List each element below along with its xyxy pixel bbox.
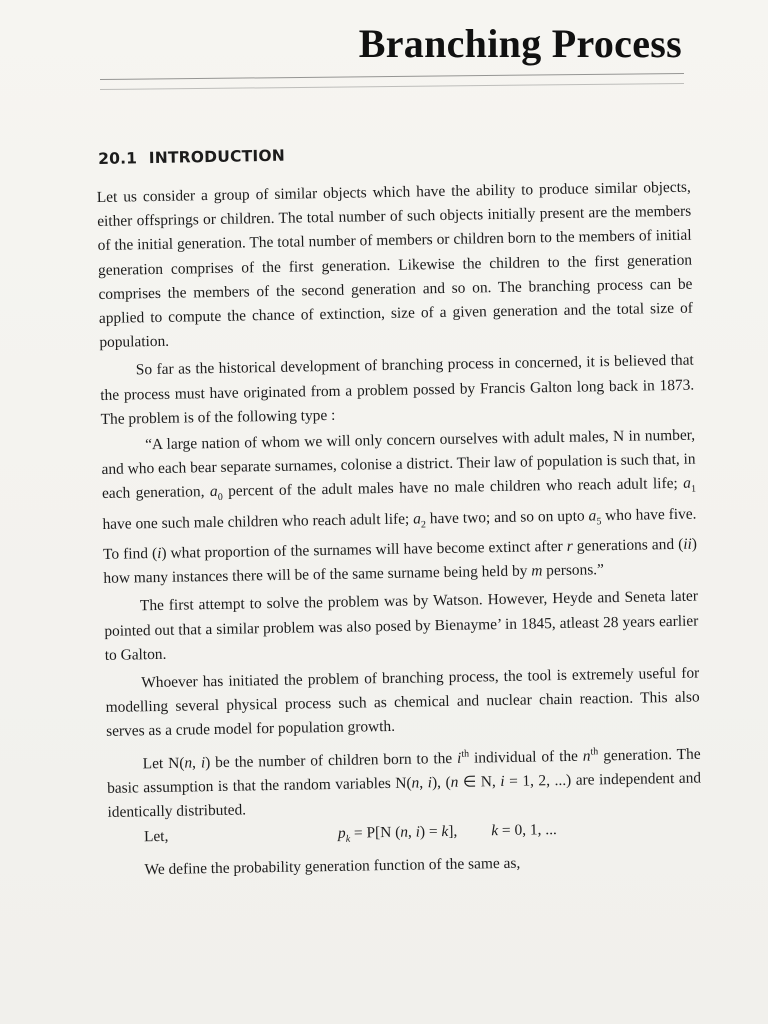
- paragraph-pgf-definition: We define the probability generation function of the same as,: [144, 855, 521, 879]
- math-subscript: 1: [690, 484, 697, 496]
- paragraph-history: So far as the historical development of branching process in concerned, it is believed that the process must have originated from a problem possed by Francis Galton long back in 1873. The problem is of the following type :: [100, 352, 695, 428]
- section-title: INTRODUCTION: [148, 146, 286, 168]
- math-r: r: [566, 537, 573, 555]
- quote-text: ) how many instances there will be of the same surname being held by: [103, 535, 698, 588]
- math-i: i: [427, 774, 433, 792]
- math-i: i: [500, 772, 505, 790]
- text: ) be the number of children born to the: [204, 749, 458, 771]
- math-k: k: [441, 823, 449, 841]
- math-n: n: [400, 824, 409, 842]
- section-number: 20.1: [97, 149, 138, 168]
- math-roman-i: i: [156, 544, 162, 562]
- math-a: a: [683, 475, 692, 493]
- math-a: a: [209, 483, 218, 501]
- text: ), (: [431, 773, 451, 792]
- text: ,: [419, 774, 428, 792]
- math-n: n: [411, 774, 420, 792]
- paragraph-applications: Whoever has initiated the problem of branching process, the tool is extremely useful for modelling several physical process such as chemical and nuclear chain reaction. This also serves as a crude model for population growth.: [105, 664, 700, 741]
- text: Let N(: [142, 754, 185, 773]
- math-p: p: [337, 825, 346, 843]
- math-roman-ii: ii: [683, 535, 692, 553]
- quote-text: percent of the adult males have no male children who reach adult life;: [222, 475, 684, 501]
- title-rule: [100, 73, 684, 80]
- quote-text: who have five. To find (: [102, 505, 697, 563]
- text: ,: [191, 754, 202, 772]
- quote-text: persons.”: [542, 561, 605, 580]
- math-m: m: [531, 562, 543, 580]
- math-a: a: [588, 507, 597, 525]
- paragraph-intro: Let us consider a group of similar objects which have the ability to produce similar objects, either offsprings or children. The total number of such objects initially present are the members of the initial generation. The total number of members or children born to the members of initial generation comprises of the first generation. Likewise the children to the first generation comprises the members of the second generation and so on. The branching process can be applied to compute the chance of extinction, size of a given generation and the total size of population.: [96, 178, 693, 352]
- math-a: a: [413, 510, 422, 528]
- math-k: k: [491, 822, 499, 840]
- math-subscript: 0: [217, 492, 223, 504]
- math-n: n: [450, 773, 459, 791]
- math-subscript: 5: [596, 516, 602, 528]
- pk-formula: [338, 823, 458, 845]
- text: ∈ N,: [458, 772, 501, 791]
- superscript-th: th: [461, 748, 470, 760]
- superscript-th: th: [590, 745, 599, 758]
- paragraph-galton-quote: [101, 424, 698, 592]
- formula-text: ,: [407, 823, 416, 842]
- math-subscript-k: k: [345, 834, 351, 846]
- math-i: i: [415, 823, 421, 841]
- quote-text: have one such male children who reach adult life;: [102, 510, 414, 533]
- math-i: i: [200, 753, 206, 772]
- let-word: Let,: [143, 828, 169, 846]
- quote-text: generations and (: [572, 535, 684, 555]
- title-rule-secondary: [100, 83, 684, 90]
- formula-text: = P[N (: [349, 824, 401, 843]
- text: generation. The basic assumption is that the random variables N(: [106, 745, 701, 797]
- text: = 1, 2, ...) are independent and identically distributed.: [107, 769, 702, 822]
- chapter-title: Branching Process: [358, 21, 682, 66]
- paragraph-assumption: [106, 738, 701, 825]
- formula-text: ],: [448, 823, 458, 841]
- page-body: [96, 140, 703, 884]
- math-n: n: [184, 754, 193, 772]
- math-i: i: [456, 749, 462, 767]
- let-formula-line: [108, 819, 702, 853]
- math-subscript: 2: [420, 519, 427, 531]
- k-values: [491, 821, 557, 840]
- math-n: n: [582, 747, 591, 765]
- formula-text: ) =: [419, 823, 442, 841]
- section-heading: [98, 140, 690, 168]
- formula-text: = 0, 1, ...: [497, 821, 557, 840]
- paragraph-watson: The first attempt to solve the problem was by Watson. However, Heyde and Seneta later pointed out that a similar problem was also posed by Bienayme’ in 1845, atleast 28 years earlier to Galton.: [104, 587, 699, 664]
- quote-text: have two; and so on upto: [425, 507, 589, 528]
- quote-text: “A large nation of whom we will only concern ourselves with adult males, N in number, and who each bear separate surnames, colonise a district. Their law of population is such that, in each generation,: [101, 426, 696, 503]
- text: individual of the: [469, 747, 583, 767]
- quote-text: ) what proportion of the surnames will have become extinct after: [161, 537, 567, 562]
